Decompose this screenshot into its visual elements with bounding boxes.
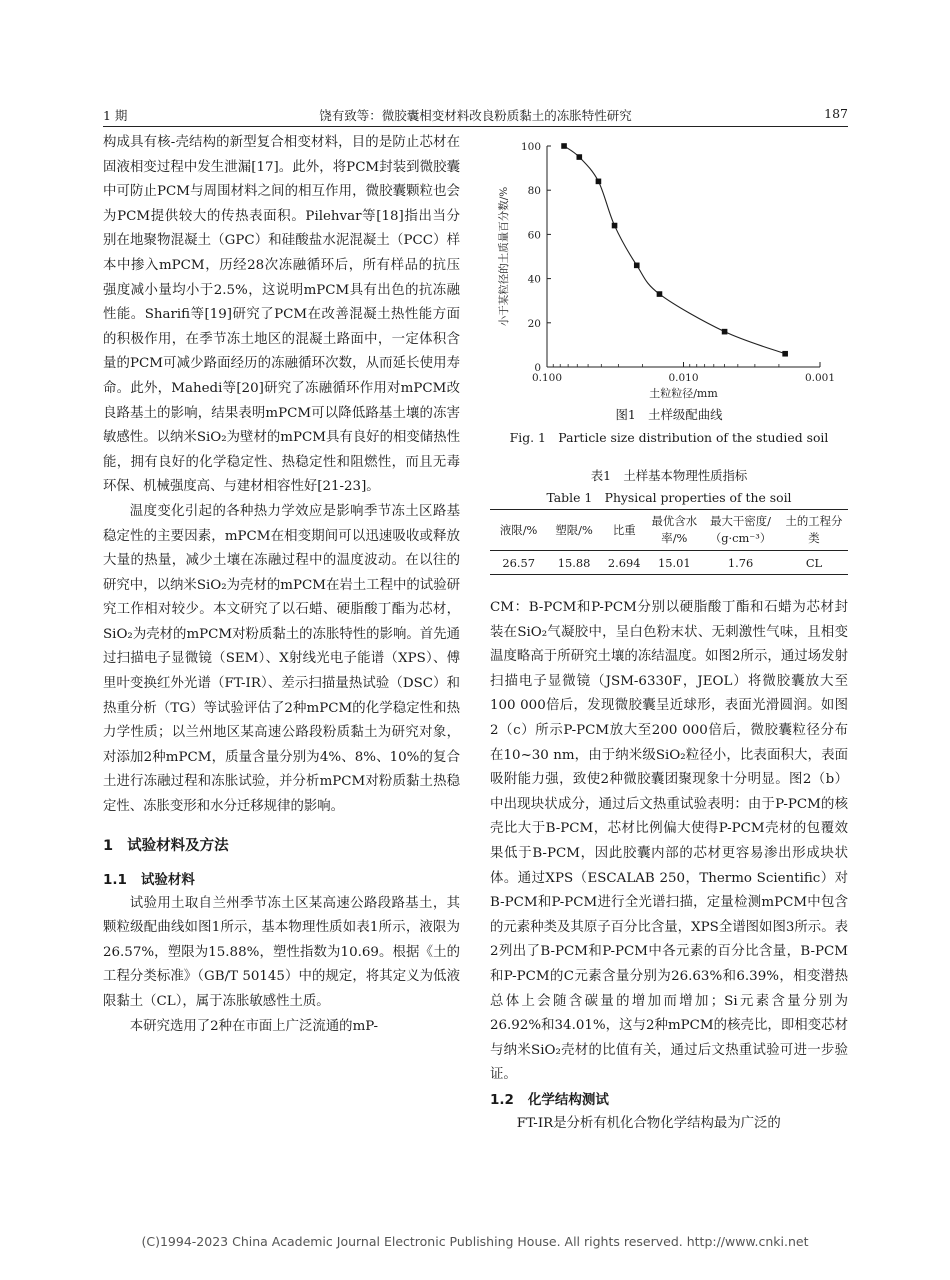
grading-curve-svg (495, 138, 840, 400)
data-point (634, 263, 640, 269)
copyright-footer: (C)1994-2023 China Academic Journal Electronic Publishing House. All rights reserved. http://www.cnki.net (141, 1234, 809, 1249)
paragraph-mpcm-description: CM：B-PCM和P-PCM分别以硬脂酸丁酯和石蜡为芯材封装在SiO₂气凝胶中，呈白色粉末状、无刺激性气味，且相变温度略高于所研究土壤的冻结温度。如图2所示，通过场发射扫描电子显微镜（JSM-6330F，JEOL）将微胶囊放大至100 000倍后，发现微胶囊呈近球形，表面光滑圆润。如图2（c）所示P-PCM放大至200 000倍后，微胶囊粒径分布在10~30 nm，由于纳米级SiO₂粒径小，比表面积大，表面吸附能力强，致使2种微胶囊团聚现象十分明显。图2（b）中出现块状成分，通过后文热重试验表明：由于P-PCM的核壳比大于B-PCM，芯材比例偏大使得P-PCM壳材的包覆效果低于B-PCM，因此胶囊内部的芯材更容易渗出形成块状体。通过XPS（ESCALAB 250，Thermo Scientific）对B-PCM和P-PCM进行全光谱扫描，定量检测mPCM中包含的元素种类及其原子百分比含量，XPS全谱图如图3所示。表2列出了B-PCM和P-PCM中各元素的百分比含量，B-PCM和P-PCM的C元素含量分别为26.63%和6.39%，相变潜热总体上会随含碳量的增加而增加；Si元素含量分别为26.92%和34.01%，这与2种mPCM的核壳比，即相变芯材与纳米SiO₂壳材的比值有关，通过后文热重试验可进一步验证。 (490, 600, 848, 1083)
y-tick-label: 40 (527, 273, 541, 286)
x-axis-label: 土粒粒径/mm (649, 387, 718, 400)
section-heading-1 (103, 834, 460, 858)
data-point (657, 291, 663, 297)
y-tick-label: 100 (520, 141, 541, 153)
page-number: 187 (824, 106, 848, 121)
section-heading-1-1 (103, 868, 460, 892)
table-1-physical-properties (490, 509, 848, 575)
table-row (490, 551, 848, 575)
paragraph-research-overview: 温度变化引起的各种热力学效应是影响季节冻土区路基稳定性的主要因素，mPCM在相变期间可以迅速吸收或释放大量的热量，减少土壤在冻融过程中的温度波动。在以往的研究中，以纳米SiO₂为壳材的mPCM在岩土工程中的试验研究工作相对较少。本文研究了以石蜡、硬脂酸丁酯为芯材，SiO₂为壳材的mPCM对粉质黏土的冻胀特性的影响。首先通过扫描电子显微镜（SEM）、X射线光电子能谱（XPS）、傅里叶变换红外光谱（FT-IR）、差示扫描量热试验（DSC）和热重分析（TG）等试验评估了2种mPCM的化学稳定性和热力学性质；以兰州地区某高速公路段粉质黏土为研究对象，对添加2种mPCM，质量含量分别为4%、8%、10%的复合土进行冻融过程和冻胀试验，并分析mPCM对粉质黏土热稳定性、冻胀变形和水分迁移规律的影响。 (103, 503, 460, 815)
table-header-row (490, 510, 848, 551)
left-column (103, 131, 460, 1039)
table-cell: 15.01 (647, 551, 701, 575)
data-point (576, 154, 582, 160)
subsection-number: 1.1 (103, 871, 127, 888)
table-header-cell: 土的工程分类 (780, 510, 848, 551)
right-column (490, 596, 848, 1136)
y-axis-label: 小于某粒径的土质量百分数/% (498, 186, 510, 327)
table-cell: 15.88 (547, 551, 601, 575)
subsection-title: 化学结构测试 (527, 1091, 609, 1108)
page-header (103, 106, 848, 127)
paragraph-intro-continued: 构成具有核-壳结构的新型复合相变材料，目的是防止芯材在固液相变过程中发生泄漏[17]。此外，将PCM封装到微胶囊中可防止PCM与周围材料之间的相互作用，微胶囊颗粒也会为PCM提供较大的传热表面积。Pilehvar等[18]指出当分别在地聚物混凝土（GPC）和硅酸盐水泥混凝土（PCC）样本中掺入mPCM，历经28次冻融循环后，所有样品的抗压强度减小量均小于2.5%，这说明mPCM具有出色的抗冻融性能。Sharifi等[19]研究了PCM在改善混凝土热性能方面的积极作用，在季节冻土地区的混凝土路面中，一定体积含量的PCM可减少路面经历的冻融循环次数，从而延长使用寿命。此外，Mahedi等[20]研究了冻融循环作用对mPCM改良路基土的影响，结果表明mPCM可以降低路基土壤的冻害敏感性。以纳米SiO₂为壁材的mPCM具有良好的相变储热性能，拥有良好的化学稳定性、热稳定性和阻燃性，而且无毒环保、机械强度高、与建材相容性好[21-23]。 (103, 135, 460, 495)
table-cell: 26.57 (490, 551, 547, 575)
y-tick-label: 60 (527, 229, 541, 242)
table-header-cell: 比重 (601, 510, 648, 551)
running-title: 饶有致等：微胶囊相变材料改良粉质黏土的冻胀特性研究 (319, 108, 632, 123)
section-heading-1-2 (490, 1088, 848, 1112)
paragraph-ftir-start: FT-IR是分析有机化合物化学结构最为广泛的 (516, 1115, 781, 1131)
data-point (612, 223, 618, 229)
table-header-cell: 最优含水率/% (647, 510, 701, 551)
table-1-title-cn: 表1 土样基本物理性质指标 (590, 468, 748, 483)
figure-1-caption-cn: 图1 土样级配曲线 (615, 407, 723, 422)
section-title: 试验材料及方法 (127, 837, 229, 854)
table-header-cell: 最大干密度/（g·cm⁻³） (701, 510, 780, 551)
table-1-title-en: Table 1 Physical properties of the soil (546, 490, 792, 505)
data-point (782, 351, 788, 357)
paragraph-test-materials: 试验用土取自兰州季节冻土区某高速公路段路基土，其颗粒级配曲线如图1所示，基本物理性质如表1所示，液限为26.57%，塑限为15.88%，塑性指数为10.69。根据《土的工程分类标准》（GB/T 50145）中的规定，将其定义为低液限黏土（CL），属于冻胀敏感性土质。 (103, 895, 460, 1009)
table-cell: CL (780, 551, 848, 575)
y-tick-label: 80 (527, 185, 541, 198)
table-cell: 1.76 (701, 551, 780, 575)
data-point (596, 179, 602, 185)
figure-1-chart (495, 138, 840, 400)
issue-number: 1 期 (103, 108, 128, 123)
x-tick-label: 0.001 (804, 372, 836, 384)
y-tick-label: 0 (534, 362, 541, 374)
table-header-cell: 塑限/% (547, 510, 601, 551)
subsection-number: 1.2 (490, 1091, 514, 1108)
y-tick-label: 20 (527, 317, 541, 330)
table-cell: 2.694 (601, 551, 648, 575)
paragraph-mpcm-start: 本研究选用了2种在市面上广泛流通的mP- (129, 1018, 379, 1034)
data-point (561, 143, 567, 149)
x-tick-label: 0.010 (668, 372, 699, 384)
figure-1-caption-en: Fig. 1 Particle size distribution of the studied soil (509, 430, 829, 445)
subsection-title: 试验材料 (140, 871, 195, 888)
series-line (564, 146, 785, 354)
data-point (722, 329, 728, 335)
x-tick-label: 0.100 (531, 372, 563, 384)
table-header-cell: 液限/% (490, 510, 547, 551)
section-number: 1 (103, 837, 114, 854)
